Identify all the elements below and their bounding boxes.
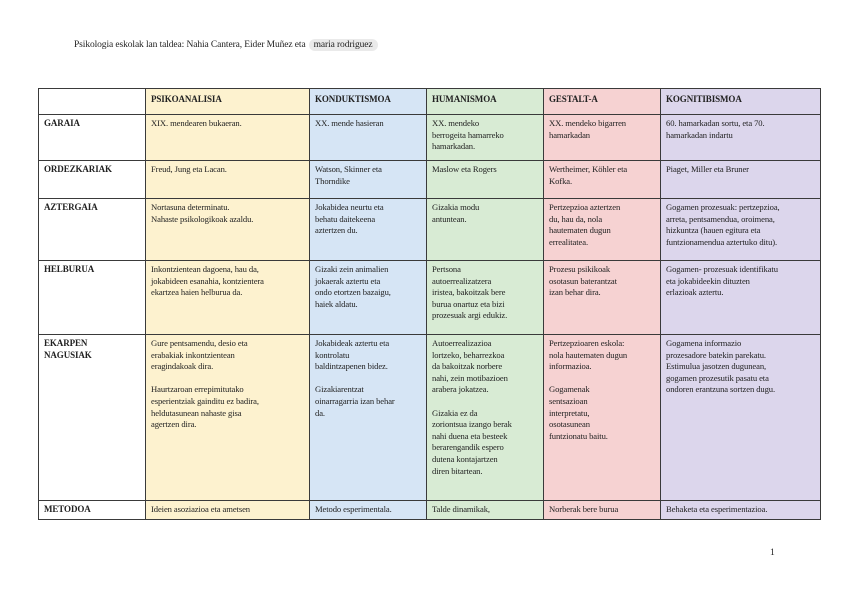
- author-chip[interactable]: maria rodriguez: [309, 39, 378, 51]
- row-label: AZTERGAIA: [39, 199, 146, 261]
- table-cell: Ideien asoziazioa eta ametsen: [146, 501, 310, 520]
- table-cell: Pertzepzioaren eskola: nola hautematen dugun informazioa. Gogamenak sentsazioan interpretatu, osotasunean funtzionatu baitu.: [544, 335, 661, 501]
- table-cell: Pertzepzioa aztertzen du, hau da, nola hautematen dugun errealitatea.: [544, 199, 661, 261]
- table-cell: Jokabideak aztertu eta kontrolatu baldintzapenen bidez. Gizakiarentzat oinarragarria izan behar da.: [310, 335, 427, 501]
- table-cell: Wertheimer, Köhler eta Kofka.: [544, 161, 661, 199]
- table-row-garaia: [39, 115, 821, 161]
- header-cell-kognitibismoa: KOGNITIBISMOA: [661, 89, 821, 115]
- table-cell: 60. hamarkadan sortu, eta 70. hamarkadan indartu: [661, 115, 821, 161]
- table-row-ordezkariak: [39, 161, 821, 199]
- row-label: GARAIA: [39, 115, 146, 161]
- table-cell: Gogamen prozesuak: pertzepzioa, arreta, pentsamendua, oroimena, hizkuntza (hauen egitura eta funtzionamendua aztertuko ditu).: [661, 199, 821, 261]
- header-text: Psikologia eskolak lan taldea: Nahia Cantera, Eider Muñez eta: [74, 40, 306, 50]
- header-cell-empty: [39, 89, 146, 115]
- table-row-metodoa: [39, 501, 821, 520]
- table-cell: Behaketa eta esperimentazioa.: [661, 501, 821, 520]
- table-cell: XX. mendeko berrogeita hamarreko hamarkadan.: [427, 115, 544, 161]
- table-cell: Talde dinamikak,: [427, 501, 544, 520]
- table-cell: Watson, Skinner eta Thorndike: [310, 161, 427, 199]
- table-cell: Nortasuna determinatu. Nahaste psikologikoak azaldu.: [146, 199, 310, 261]
- document-header: [74, 39, 378, 51]
- table-cell: Gogamen- prozesuak identifikatu eta jokabideekin dituzten erlazioak aztertu.: [661, 261, 821, 335]
- table-cell: Norberak bere burua: [544, 501, 661, 520]
- page-number: 1: [770, 548, 775, 558]
- row-label: EKARPEN NAGUSIAK: [39, 335, 146, 501]
- table-row-helburua: [39, 261, 821, 335]
- psychology-schools-table: [38, 88, 821, 520]
- header-cell-gestalta: GESTALT-A: [544, 89, 661, 115]
- row-label: METODOA: [39, 501, 146, 520]
- header-cell-konduktismoa: KONDUKTISMOA: [310, 89, 427, 115]
- table-cell: Jokabidea neurtu eta behatu daitekeena aztertzen du.: [310, 199, 427, 261]
- table-cell: XX. mendeko bigarren hamarkadan: [544, 115, 661, 161]
- row-label: ORDEZKARIAK: [39, 161, 146, 199]
- table-cell: Piaget, Miller eta Bruner: [661, 161, 821, 199]
- header-cell-psikoanalisia: PSIKOANALISIA: [146, 89, 310, 115]
- table-cell: Gure pentsamendu, desio eta erabakiak inkontzientean eragindakoak dira. Haurtzaroan errepimitutako esperientziak gainditu ez badira, heldutasunean nahaste gisa agertzen dira.: [146, 335, 310, 501]
- table-cell: Autoerrealizazioa lortzeko, beharrezkoa da bakoitzak norbere nahi, zein motibazioen arabera jokatzea. Gizakia ez da zoriontsua izango berak nahi duena eta besteek berarengandik espero dutena kontajartzen diren bitartean.: [427, 335, 544, 501]
- header-cell-humanismoa: HUMANISMOA: [427, 89, 544, 115]
- row-label: HELBURUA: [39, 261, 146, 335]
- table-cell: Gizakia modu antuntean.: [427, 199, 544, 261]
- table-row-ekarpen-nagusiak: [39, 335, 821, 501]
- table-header-row: [39, 89, 821, 115]
- table-cell: Prozesu psikikoak osotasun baterantzat izan behar dira.: [544, 261, 661, 335]
- table-cell: Gizaki zein animalien jokaerak aztertu eta ondo etortzen bazaigu, haiek aldatu.: [310, 261, 427, 335]
- table-cell: Gogamena informazio prozesadore batekin parekatu. Estimulua jasotzen dugunean, gogamen prozesutik pasatu eta ondoren erantzuna sortzen dugu.: [661, 335, 821, 501]
- table-row-aztergaia: [39, 199, 821, 261]
- table-cell: XIX. mendearen bukaeran.: [146, 115, 310, 161]
- table-cell: Maslow eta Rogers: [427, 161, 544, 199]
- table-cell: Pertsona autoerrealizatzera iristea, bakoitzak bere burua onartuz eta bizi prozesuak argi edukiz.: [427, 261, 544, 335]
- table-cell: XX. mende hasieran: [310, 115, 427, 161]
- table-cell: Metodo esperimentala.: [310, 501, 427, 520]
- table-cell: Freud, Jung eta Lacan.: [146, 161, 310, 199]
- table-cell: Inkontzientean dagoena, hau da, jokabideen esanahia, kontzientera ekartzea haien helburua da.: [146, 261, 310, 335]
